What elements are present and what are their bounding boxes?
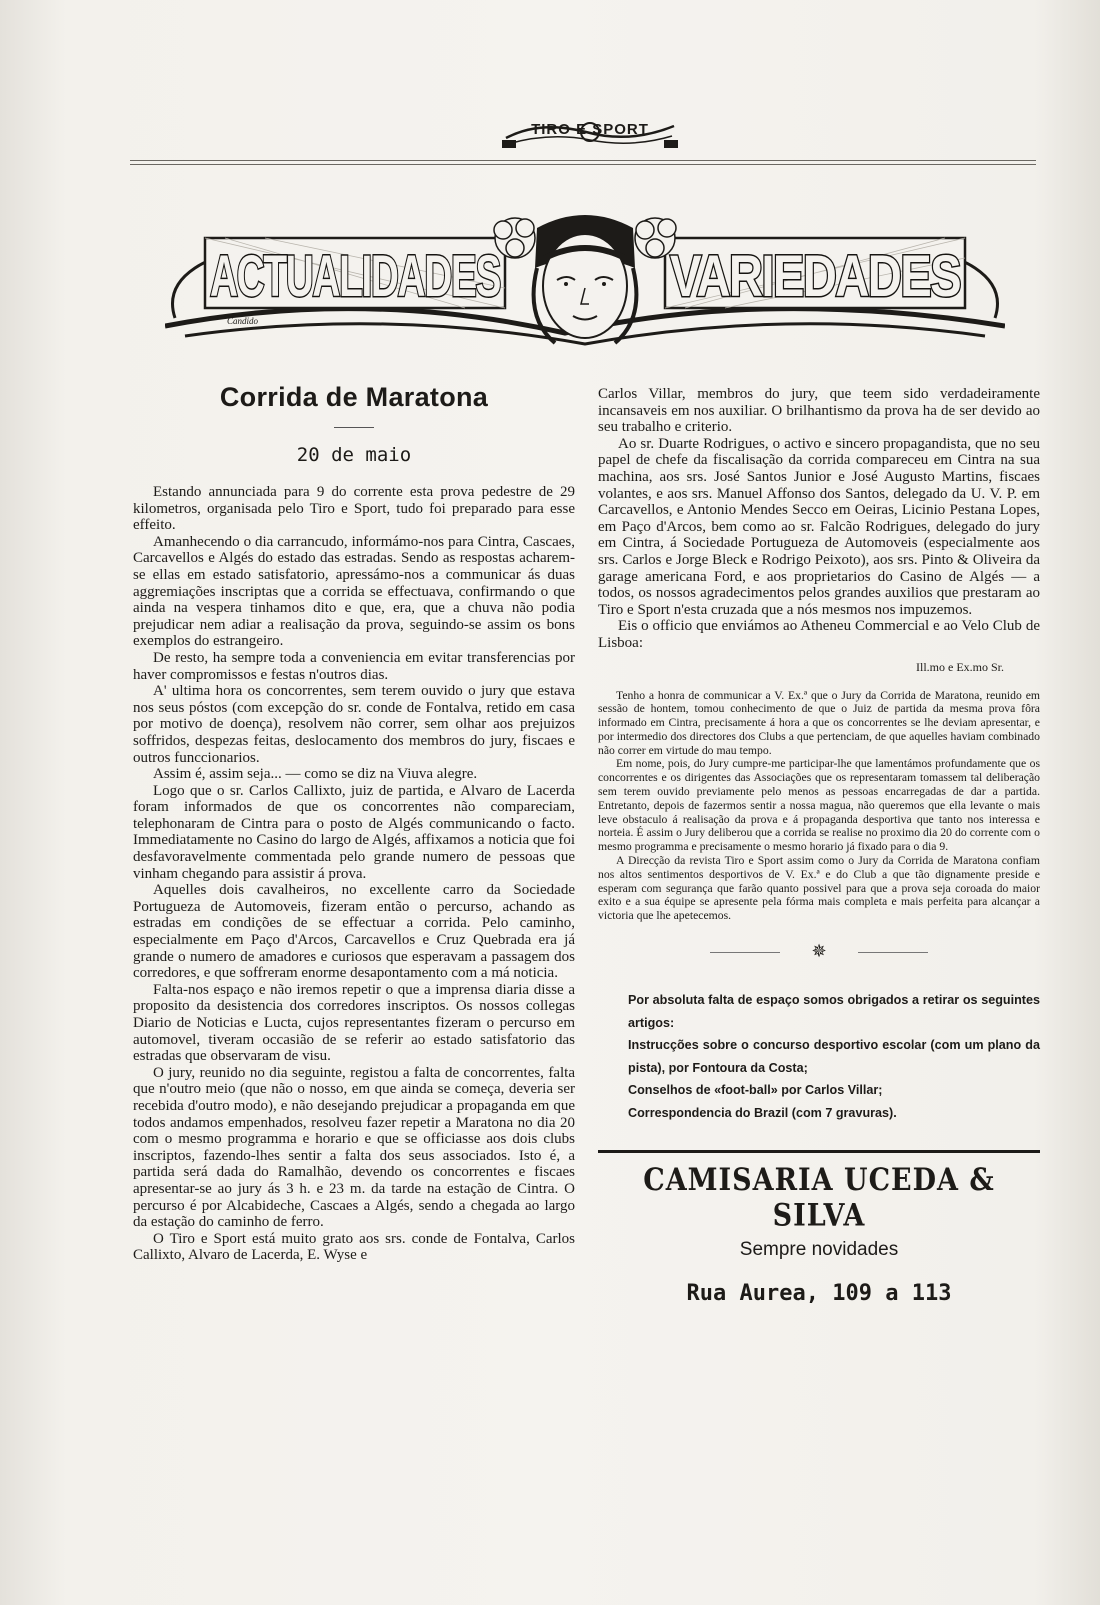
title-divider [334, 427, 374, 428]
letter-paragraph: Em nome, pois, do Jury cumpre-me participar-lhe que lamentámos profundamente que os concorrentes e os dirigentes das Associações que os representaram tomassem tal deliberação sem terem ouvido previamente pelo menos as pessoas encarregadas de dar a partida. Entretanto, depois de fazermos sentir a nossa magua, não queremos que ella levante o mais leve obstaculo á realisação da prova e á propaganda desportiva que tanto nos interessa e norteia. É assim o Jury deliberou que a corrida se realise no proximo dia 20 do corrente com o mesmo programma e precisamente o mesmo horario já fixado para o dia 9. [598, 757, 1040, 854]
advert-shop-name: CAMISARIA UCEDA & SILVA [643, 1162, 995, 1234]
paragraph: De resto, ha sempre toda a conveniencia em evitar transferencias por haver compromissos e festas n'outros dias. [133, 649, 575, 683]
top-rule-2 [130, 164, 1036, 165]
paragraph: O jury, reunido no dia seguinte, registou a falta de concorrentes, falta que n'outro meio (que não o nosso, em que ainda se começa, deveria ser recebida d'outro modo), e não desejando prejudicar a propaganda em que todos andamos empenhados, resolveu fazer repetir a Maratona no dia 20 com o mesmo programma e horario e que se officiasse aos dois clubs inscriptos, fazendo-lhes sentir a falta dos seus associados. Isto é, a partida será dada do Ramalhão, devendo os concorrentes e fiscaes apresentar-se ao jury ás 3 h. e 23 m. da tarde na estação de Cintra. O percurso é por Alcabideche, Cascaes a Algés, sendo a chegada ao largo da estação do caminho de ferro. [133, 1064, 575, 1231]
masthead-logo [500, 110, 680, 152]
section-banner [165, 208, 1005, 358]
top-rule-1 [130, 160, 1036, 161]
advert-rule [598, 1150, 1040, 1153]
left-column [133, 382, 575, 1264]
paragraph: A' ultima hora os concorrentes, sem terem ouvido o jury que estava nos seus póstos (com excepção do sr. conde de Fontalva, retido em casa por motivo de doença), resolvem não correr, sem olhar aos prejuizos soffridos, despezas feitas, deslocamento dos membros do jury, fiscaes e outros funccionarios. [133, 683, 575, 766]
masthead-text: TIRO E SPORT [531, 121, 649, 138]
artist-signature: Candido [227, 316, 259, 326]
paragraph: Amanhecendo o dia carrancudo, informámo-nos para Cintra, Cascaes, Carcavellos e Algés do estado das estradas. Sendo as respostas acharem-se ellas em estado satisfatorio, apressámo-nos a communicar ás duas aggremiações inscriptas que a corrida se effectuava, confirmando o que ainda na vespera tinhamos dito e que, era, que a chuva não podia prejudicar nem adiar a realisação da prova, seguindo-se assim os bons exemplos do estrangeiro. [133, 533, 575, 650]
paragraph: Estando annunciada para 9 do corrente esta prova pedestre de 29 kilometros, organisada pelo Tiro e Sport, tudo foi preparado para esse effeito. [133, 484, 575, 534]
letter-paragraph: A Direcção da revista Tiro e Sport assim como o Jury da Corrida de Maratona confiam nos altos sentimentos desportivos de V. Ex.ª e do Club a que tão dignamente preside e esperam com segurança que farão quanto possivel para que a prova seja coroada do maior exito e a sua équipe se apresente pela fórma mais completa e mais perfeita para alcançar a victoria que lhe apetecemos. [598, 854, 1040, 923]
article-date: 20 de maio [296, 444, 412, 466]
paragraph: Assim é, assim seja... — como se diz na Viuva alegre. [153, 766, 478, 783]
omitted-articles-notice [598, 989, 1040, 1124]
section-divider [598, 941, 1040, 963]
asterism-icon: ✵ [811, 941, 827, 962]
banner-left-word: ACTUALIDADES [210, 244, 501, 309]
notice-intro: Por absoluta falta de espaço somos obrigados a retirar os seguintes artigos: [628, 993, 1040, 1030]
advert-tagline: Sempre novidades [739, 1239, 899, 1261]
paragraph: Falta-nos espaço e não iremos repetir o que a imprensa diaria disse a proposito da desistencia dos corredores inscriptos. Os nossos collegas Diario de Noticias e Lucta, cujos representantes fizeram o percurso em automovel, tiveram occasião de se referir ao estado satisfatorio das estradas que observaram de visu. [133, 981, 575, 1065]
paragraph: Carlos Villar, membros do jury, que teem sido verdadeiramente incansaveis em nos auxiliar. O brilhantismo da prova ha de ser devido ao seu trabalho e criterio. [598, 386, 1040, 436]
article-title: Corrida de Maratona [219, 382, 489, 412]
notice-item: Correspondencia do Brazil (com 7 gravuras). [628, 1105, 897, 1120]
paragraph: Aquelles dois cavalheiros, no excellente carro da Sociedade Portugueza de Automoveis, fizeram então o percurso, achando as estradas em condições de se effectuar a corrida. Pelo caminho, especialmente em Paço d'Arcos, Carcavellos e Cruz Quebrada era já grande o numero de amadores e curiosos que esperavam a passagem dos corredores, e que soffreram enorme desapontamento com a má noticia. [133, 882, 575, 982]
notice-item: Instrucções sobre o concurso desportivo escolar (com um plano da pista), por Fontoura da Costa; [628, 1038, 1040, 1075]
letter-salutation: Ill.mo e Ex.mo Sr. [916, 659, 1004, 674]
paragraph: Ao sr. Duarte Rodrigues, o activo e sincero propagandista, que no seu papel de chefe da fiscalisação da corrida compareceu em Cintra na sua machina, aos srs. José Santos Junior e José Augusto Martins, fiscaes volantes, e aos srs. Manuel Affonso dos Santos, delegado da U. V. P. em Carcavellos, e Antonio Mendes Secco em Oeiras, Licinio Pestana Lopes, em Paço d'Arcos, bem como ao sr. Falcão Rodrigues, delegado do jury em Cintra, á Sociedade Portugueza de Automoveis (especialmente aos srs. Carlos e Jorge Bleck e Rodrigo Peixoto), aos srs. Pinto & Oliveira da garage americana Ford, e aos proprietarios do Casino de Algés — a todos, os nossos agradecimentos pelos grandes auxilios que prestaram ao Tiro e Sport n'esta cruzada que a nós mesmos nos impuzemos. [598, 435, 1040, 618]
right-column [598, 386, 1040, 1306]
notice-item: Conselhos de «foot-ball» por Carlos Villar; [628, 1083, 883, 1098]
paragraph: Eis o officio que enviámos ao Atheneu Commercial e ao Velo Club de Lisboa: [598, 618, 1040, 651]
letter-paragraph: Tenho a honra de communicar a V. Ex.ª que o Jury da Corrida de Maratona, reunido em sessão de hontem, tomou conhecimento de que o Juiz de partida da mesma prova fôra informado em Cintra, precisamente á hora a que os concorrentes se lhe deviam apresentar, e por intermedio dos directores dos Clubs a que pertenciam, de que aquelles haviam combinado não correr em virtude do mau tempo. [598, 688, 1040, 757]
banner-illustration [165, 208, 1005, 358]
paragraph: O Tiro e Sport está muito grato aos srs. conde de Fontalva, Carlos Callixto, Alvaro de Lacerda, E. Wyse e [133, 1230, 575, 1264]
paragraph: Logo que o sr. Carlos Callixto, juiz de partida, e Alvaro de Lacerda foram informados de que os concorrentes não compareciam, telephonaram de Cintra para o posto de Algés communicando o facto. Immediatamente no Casino do largo de Algés, affixamos a noticia que foi desfavoravelmente commentada pelo grande numero de pessoas que vinham chegando para assistir á prova. [133, 782, 575, 882]
masthead-logo-graphic [500, 110, 680, 152]
advert-address: Rua Aurea, 109 a 113 [686, 1281, 952, 1307]
banner-right-word: VARIEDADES [670, 244, 961, 309]
